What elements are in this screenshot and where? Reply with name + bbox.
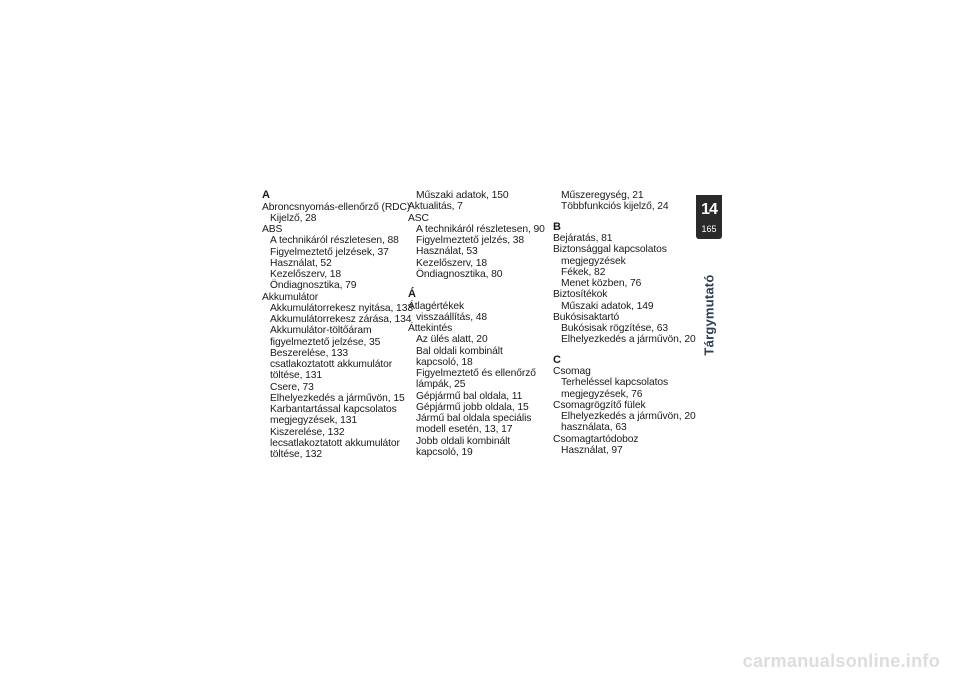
index-entry: ABS [262,224,283,235]
index-subentry: Műszaki adatok, 149 [561,300,654,312]
index-entry: Áttekintés [408,323,453,334]
index-column-2 [408,190,548,458]
index-subentry: lámpák, 25 [416,379,466,391]
index-subentry: Figyelmeztető jelzés, 38 [416,235,525,246]
index-subentry: A technikáról részletesen, 88 [270,235,399,247]
section-gap [553,213,693,222]
index-subentry: csatlakoztatott akkumulátor [270,359,393,370]
index-letter-heading: C [553,353,561,366]
index-entry: Abroncsnyomás-ellenőrző (RDC) [262,201,411,213]
index-subentry: Öndiagnosztika, 79 [270,280,357,292]
index-subentry: lecsatlakoztatott akkumulátor [270,437,400,449]
index-subentry: Bal oldali kombinált [416,345,503,357]
index-subentry: Bukósisak rögzítése, 63 [561,323,669,334]
index-entry: Aktualitás, 7 [408,201,463,213]
index-subentry: Akkumulátorrekesz nyitása, 133 [270,302,413,314]
index-entry: ASC [408,212,429,224]
index-subentry: Műszeregység, 21 [561,190,644,201]
index-subentry: Használat, 52 [270,257,332,269]
index-subentry: használata, 63 [561,422,627,434]
index-subentry: Az ülés alatt, 20 [416,334,488,346]
index-subentry: modell esetén, 13, 17 [416,424,513,436]
index-subentry: Kezelőszerv, 18 [416,257,487,269]
index-subentry: kapcsoló, 19 [416,446,473,458]
index-subentry: Terheléssel kapcsolatos [561,377,669,389]
index-subentry: Elhelyezkedés a járművön, 20 [561,334,696,346]
index-subentry: Gépjármű bal oldala, 11 [416,390,523,402]
index-subentry: Jobb oldali kombinált [416,435,511,447]
index-entry: Biztosítékok [553,289,608,301]
index-subentry: Csere, 73 [270,381,314,393]
index-subentry: Akkumulátor-töltőáram [270,325,372,337]
index-entry: Csomagrögzítő fülek [553,399,646,411]
index-subentry: Akkumulátorrekesz zárása, 134 [270,314,412,325]
watermark: carmanualsonline.info [742,651,940,671]
section-side-label: Tárgymutató [701,274,717,356]
index-entry: Akkumulátor [262,291,319,303]
index-subentry: megjegyzések, 131 [270,415,358,427]
index-subentry: Elhelyezkedés a járművön, 20 [561,411,696,422]
index-subentry: Beszerelése, 133 [270,347,348,359]
index-subentry: töltése, 131 [270,370,323,382]
index-subentry: Gépjármű jobb oldala, 15 [416,401,529,413]
index-subentry: Karbantartással kapcsolatos [270,404,397,415]
section-gap [408,280,548,289]
index-subentry: Elhelyezkedés a járművön, 15 [270,392,405,404]
index-subentry: megjegyzések [561,255,626,267]
index-subentry: Kezelőszerv, 18 [270,269,341,280]
index-subentry: Öndiagnosztika, 80 [416,268,503,280]
index-subentry: töltése, 132 [270,449,323,460]
index-subentry: Menet közben, 76 [561,278,642,289]
index-column-3 [553,190,696,456]
index-subentry: Jármű bal oldala speciális [416,413,532,424]
index-subentry: kapcsoló, 18 [416,356,473,368]
index-subentry: A technikáról részletesen, 90 [416,223,545,235]
index-subentry: Használat, 53 [416,246,478,258]
index-subentry: Többfunkciós kijelző, 24 [561,201,669,213]
index-subentry: Figyelmeztető jelzések, 37 [270,246,389,258]
index-subentry: Használat, 97 [561,444,623,456]
index-entry: Átlagértékek [408,300,465,312]
chapter-number: 14 [701,201,717,218]
index-letter-heading: B [553,220,561,233]
index-letter-heading: Á [408,288,416,300]
index-entry: Bejáratás, 81 [553,233,613,244]
chapter-tab [696,195,722,239]
index-subentry: Műszaki adatok, 150 [416,190,509,201]
index-column-1 [262,189,413,460]
index-subentry: Figyelmeztető és ellenőrző [416,368,536,379]
index-letter-heading: A [262,189,270,201]
index-subentry: visszaállítás, 48 [416,311,487,323]
section-gap [553,346,693,355]
index-subentry: Fékek, 82 [561,266,606,278]
page-number: 165 [701,224,717,234]
index-subentry: Kijelző, 28 [270,212,317,224]
index-entry: Biztonsággal kapcsolatos [553,244,667,256]
index-subentry: megjegyzések, 76 [561,388,643,400]
index-subentry: Kiszerelése, 132 [270,426,345,438]
index-entry: Csomag [553,366,591,377]
index-subentry: figyelmeztető jelzése, 35 [270,336,381,348]
index-entry: Csomagtartódoboz [553,433,639,445]
index-entry: Bukósisaktartó [553,311,620,323]
